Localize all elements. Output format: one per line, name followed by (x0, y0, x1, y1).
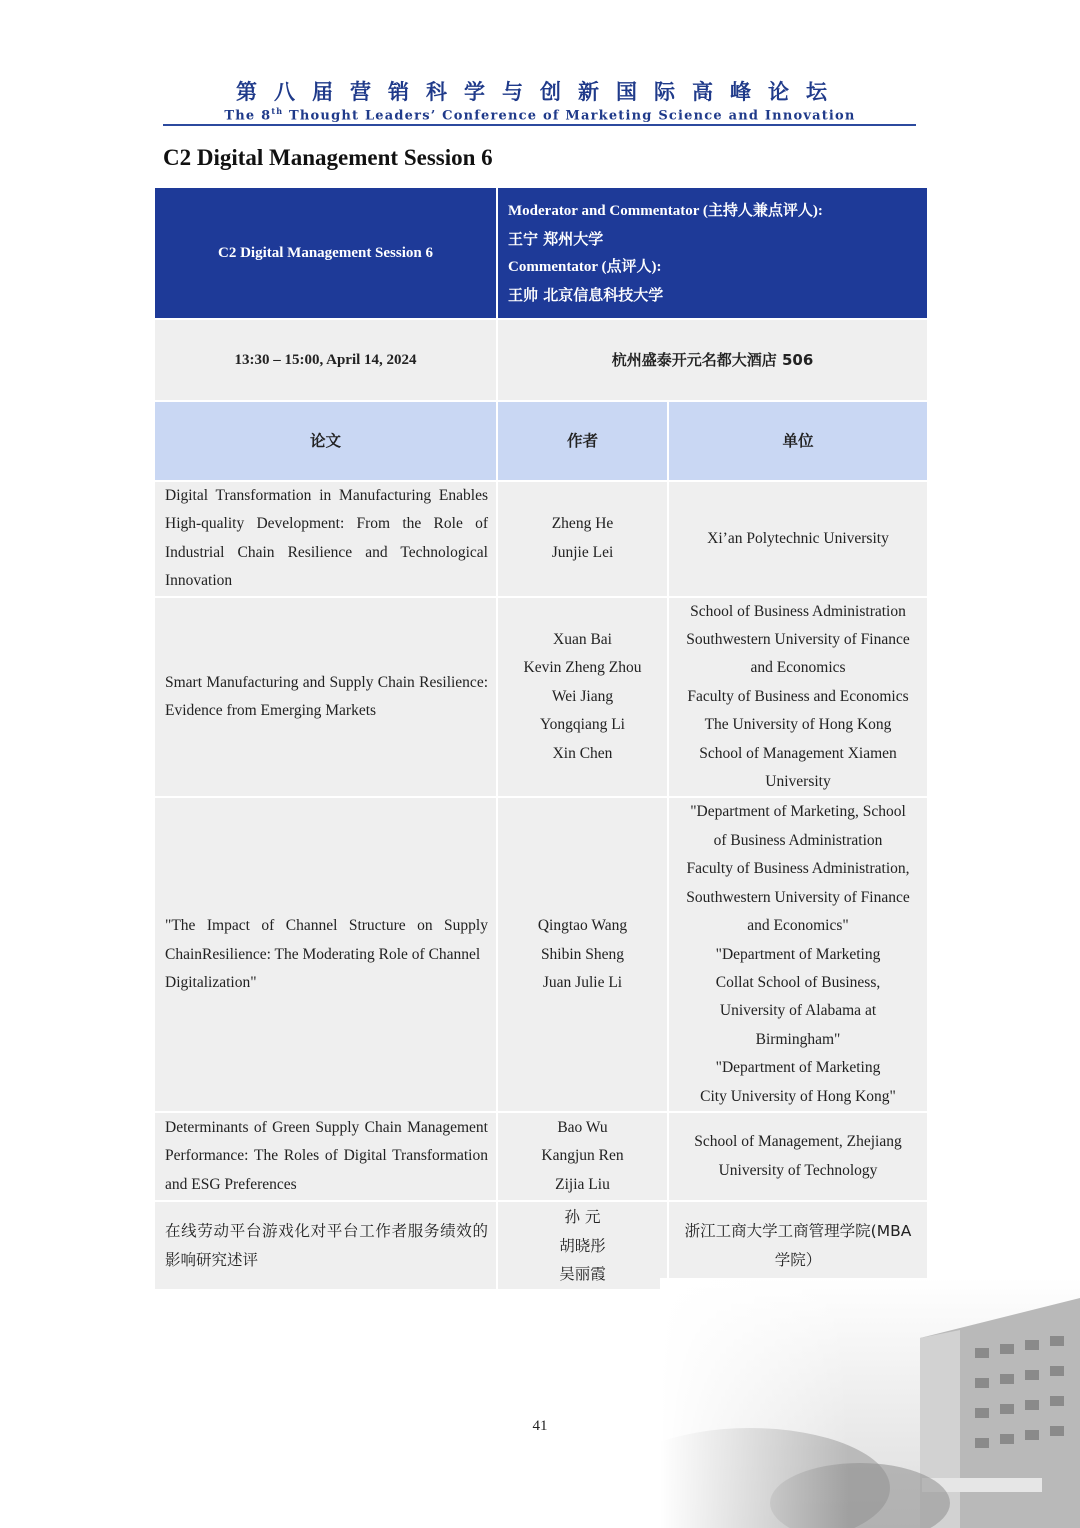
table-row (154, 597, 928, 798)
author: Qingtao Wang (537, 917, 628, 935)
author: 吴丽霞 (559, 1264, 606, 1283)
unit-line: Southwestern University of Finance (686, 631, 910, 649)
unit-line: Faculty of Business and Economics (687, 687, 909, 705)
unit-line: School of Management, Zhejiang (694, 1133, 902, 1151)
unit-line: University of Technology (718, 1161, 878, 1179)
unit-line: Collat School of Business, (715, 973, 881, 991)
unit-line: "Department of Marketing (715, 1059, 881, 1077)
paper-title: Digital Transformation in Manufacturing Enables High-quality Development: From the Role of Industrial Chain Resilience and Technological Innovation (154, 481, 497, 597)
column-paper: 论文 (154, 401, 497, 481)
unit-line: Birmingham" (755, 1030, 841, 1048)
unit-line: 浙江工商大学工商管理学院(MBA (684, 1222, 912, 1241)
column-authors: 作者 (497, 401, 668, 481)
paper-authors (497, 1112, 668, 1201)
table-row (154, 1201, 928, 1290)
paper-authors (497, 481, 668, 597)
unit-line: "Department of Marketing, School (690, 803, 906, 821)
session-chairs (497, 187, 928, 319)
author: Juan Julie Li (542, 973, 623, 991)
paper-authors (497, 797, 668, 1111)
paper-authors (497, 1201, 668, 1290)
conference-title-cn: 第八届营销科学与创新国际高峰论坛 (236, 80, 844, 104)
paper-unit (668, 1201, 928, 1290)
unit-line: Faculty of Business Administration, (686, 860, 910, 878)
author: Kangjun Ren (541, 1147, 624, 1165)
session-venue: 杭州盛泰开元名都大酒店 506 (497, 319, 928, 401)
session-name: C2 Digital Management Session 6 (154, 187, 497, 319)
session-time: 13:30 – 15:00, April 14, 2024 (154, 319, 497, 401)
author: Bao Wu (557, 1118, 608, 1136)
unit-line: School of Business Administration (690, 602, 906, 620)
author: Shibin Sheng (540, 945, 625, 963)
unit-line: Xi’an Polytechnic University (707, 529, 889, 547)
unit-line: University of Alabama at (719, 1002, 877, 1020)
author: 孙 元 (564, 1208, 601, 1227)
paper-title: Smart Manufacturing and Supply Chain Resilience: Evidence from Emerging Markets (154, 597, 497, 798)
table-row (154, 797, 928, 1111)
unit-line: of Business Administration (713, 831, 883, 849)
paper-title: 在线劳动平台游戏化对平台工作者服务绩效的影响研究述评 (154, 1201, 497, 1290)
author: Junjie Lei (551, 543, 614, 561)
paper-title-line: Digitalization" (165, 973, 257, 991)
unit-line: 学院） (774, 1250, 822, 1269)
column-unit: 单位 (668, 401, 928, 481)
paper-unit (668, 597, 928, 798)
author: Kevin Zheng Zhou (523, 659, 642, 677)
unit-line: "Department of Marketing (715, 945, 881, 963)
commentator-name: 王帅 北京信息科技大学 (508, 286, 664, 304)
paper-title-line: "The Impact of Channel Structure on Supply ChainResilience: The Moderating Role of Channel (165, 917, 488, 963)
paper-unit (668, 1112, 928, 1201)
table-row (154, 481, 928, 597)
unit-line: The University of Hong Kong (704, 716, 892, 734)
paper-title (154, 797, 497, 1111)
author: 胡晓彤 (559, 1236, 606, 1255)
section-title: C2 Digital Management Session 6 (163, 145, 493, 170)
campus-building-image (660, 1278, 1080, 1528)
unit-line: School of Management Xiamen (699, 744, 897, 762)
paper-title: Determinants of Green Supply Chain Management Performance: The Roles of Digital Transformation and ESG Preferences (154, 1112, 497, 1201)
unit-line: Southwestern University of Finance (686, 888, 910, 906)
column-header-row (154, 401, 928, 481)
header-divider (163, 124, 916, 126)
commentator-label: Commentator (点评人): (508, 259, 662, 275)
unit-line: City University of Hong Kong" (700, 1087, 896, 1105)
paper-unit (668, 797, 928, 1111)
author: Wei Jiang (551, 687, 614, 705)
unit-line: and Economics" (747, 917, 849, 935)
conference-title-en: The 8th Thought Leaders’ Conference of Marketing Science and Innovation (224, 106, 856, 124)
moderator-name: 王宁 郑州大学 (508, 230, 604, 248)
author: Xuan Bai (553, 631, 612, 649)
unit-line: University (765, 773, 831, 791)
paper-authors (497, 597, 668, 798)
session-info-row (154, 319, 928, 401)
session-header-row (154, 187, 928, 319)
author: Xin Chen (552, 744, 613, 762)
paper-unit (668, 481, 928, 597)
author: Zheng He (551, 515, 614, 533)
moderator-label: Moderator and Commentator (主持人兼点评人): (508, 203, 823, 219)
page-number: 41 (532, 1418, 548, 1434)
unit-line: and Economics (750, 659, 846, 677)
author: Zijia Liu (555, 1175, 610, 1193)
table-row (154, 1112, 928, 1201)
author: Yongqiang Li (540, 716, 625, 734)
session-table (153, 186, 929, 1291)
